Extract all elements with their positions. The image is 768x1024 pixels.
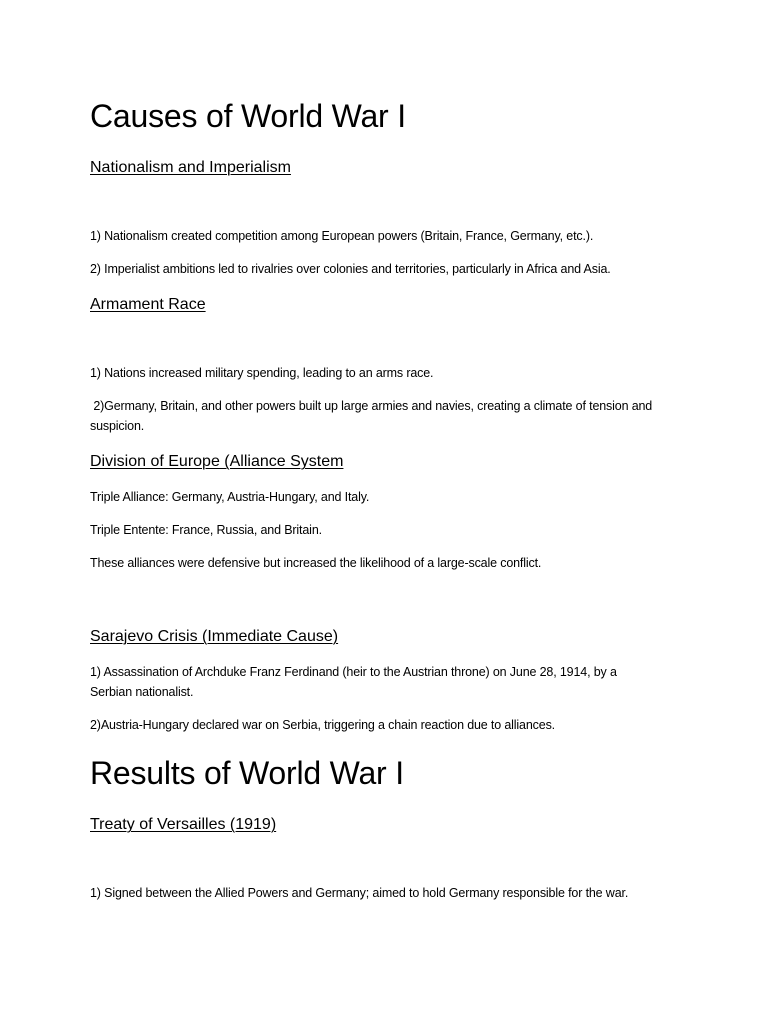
causes-title: Causes of World War I xyxy=(90,98,406,134)
alliance-heading: Division of Europe (Alliance System xyxy=(90,453,344,470)
nationalism-item-2: 2) Imperialist ambitions led to rivalries over colonies and territories, particularly in Africa and Asia. xyxy=(90,262,611,276)
alliance-item-2: Triple Entente: France, Russia, and Britain. xyxy=(90,523,322,537)
armament-item-1: 1) Nations increased military spending, leading to an arms race. xyxy=(90,366,434,380)
alliance-item-3: These alliances were defensive but increased the likelihood of a large-scale conflict. xyxy=(90,556,542,570)
alliance-item-1: Triple Alliance: Germany, Austria-Hungary, and Italy. xyxy=(90,490,370,504)
sarajevo-item-1: 1) Assassination of Archduke Franz Ferdinand (heir to the Austrian throne) on June 28, 1914, by a Serbian nationalist. xyxy=(90,665,617,699)
nationalism-item-1: 1) Nationalism created competition among European powers (Britain, France, Germany, etc.). xyxy=(90,229,594,243)
results-title: Results of World War I xyxy=(90,755,404,791)
sarajevo-heading: Sarajevo Crisis (Immediate Cause) xyxy=(90,628,339,645)
armament-heading: Armament Race xyxy=(90,296,206,313)
sarajevo-item-2: 2)Austria-Hungary declared war on Serbia, triggering a chain reaction due to alliances. xyxy=(90,718,555,732)
armament-item-2: 2)Germany, Britain, and other powers built up large armies and navies, creating a climate of tension and suspicion. xyxy=(90,399,656,433)
versailles-heading: Treaty of Versailles (1919) xyxy=(90,816,277,833)
nationalism-heading: Nationalism and Imperialism xyxy=(90,159,291,176)
versailles-item-1: 1) Signed between the Allied Powers and Germany; aimed to hold Germany responsible for the war. xyxy=(90,886,629,900)
